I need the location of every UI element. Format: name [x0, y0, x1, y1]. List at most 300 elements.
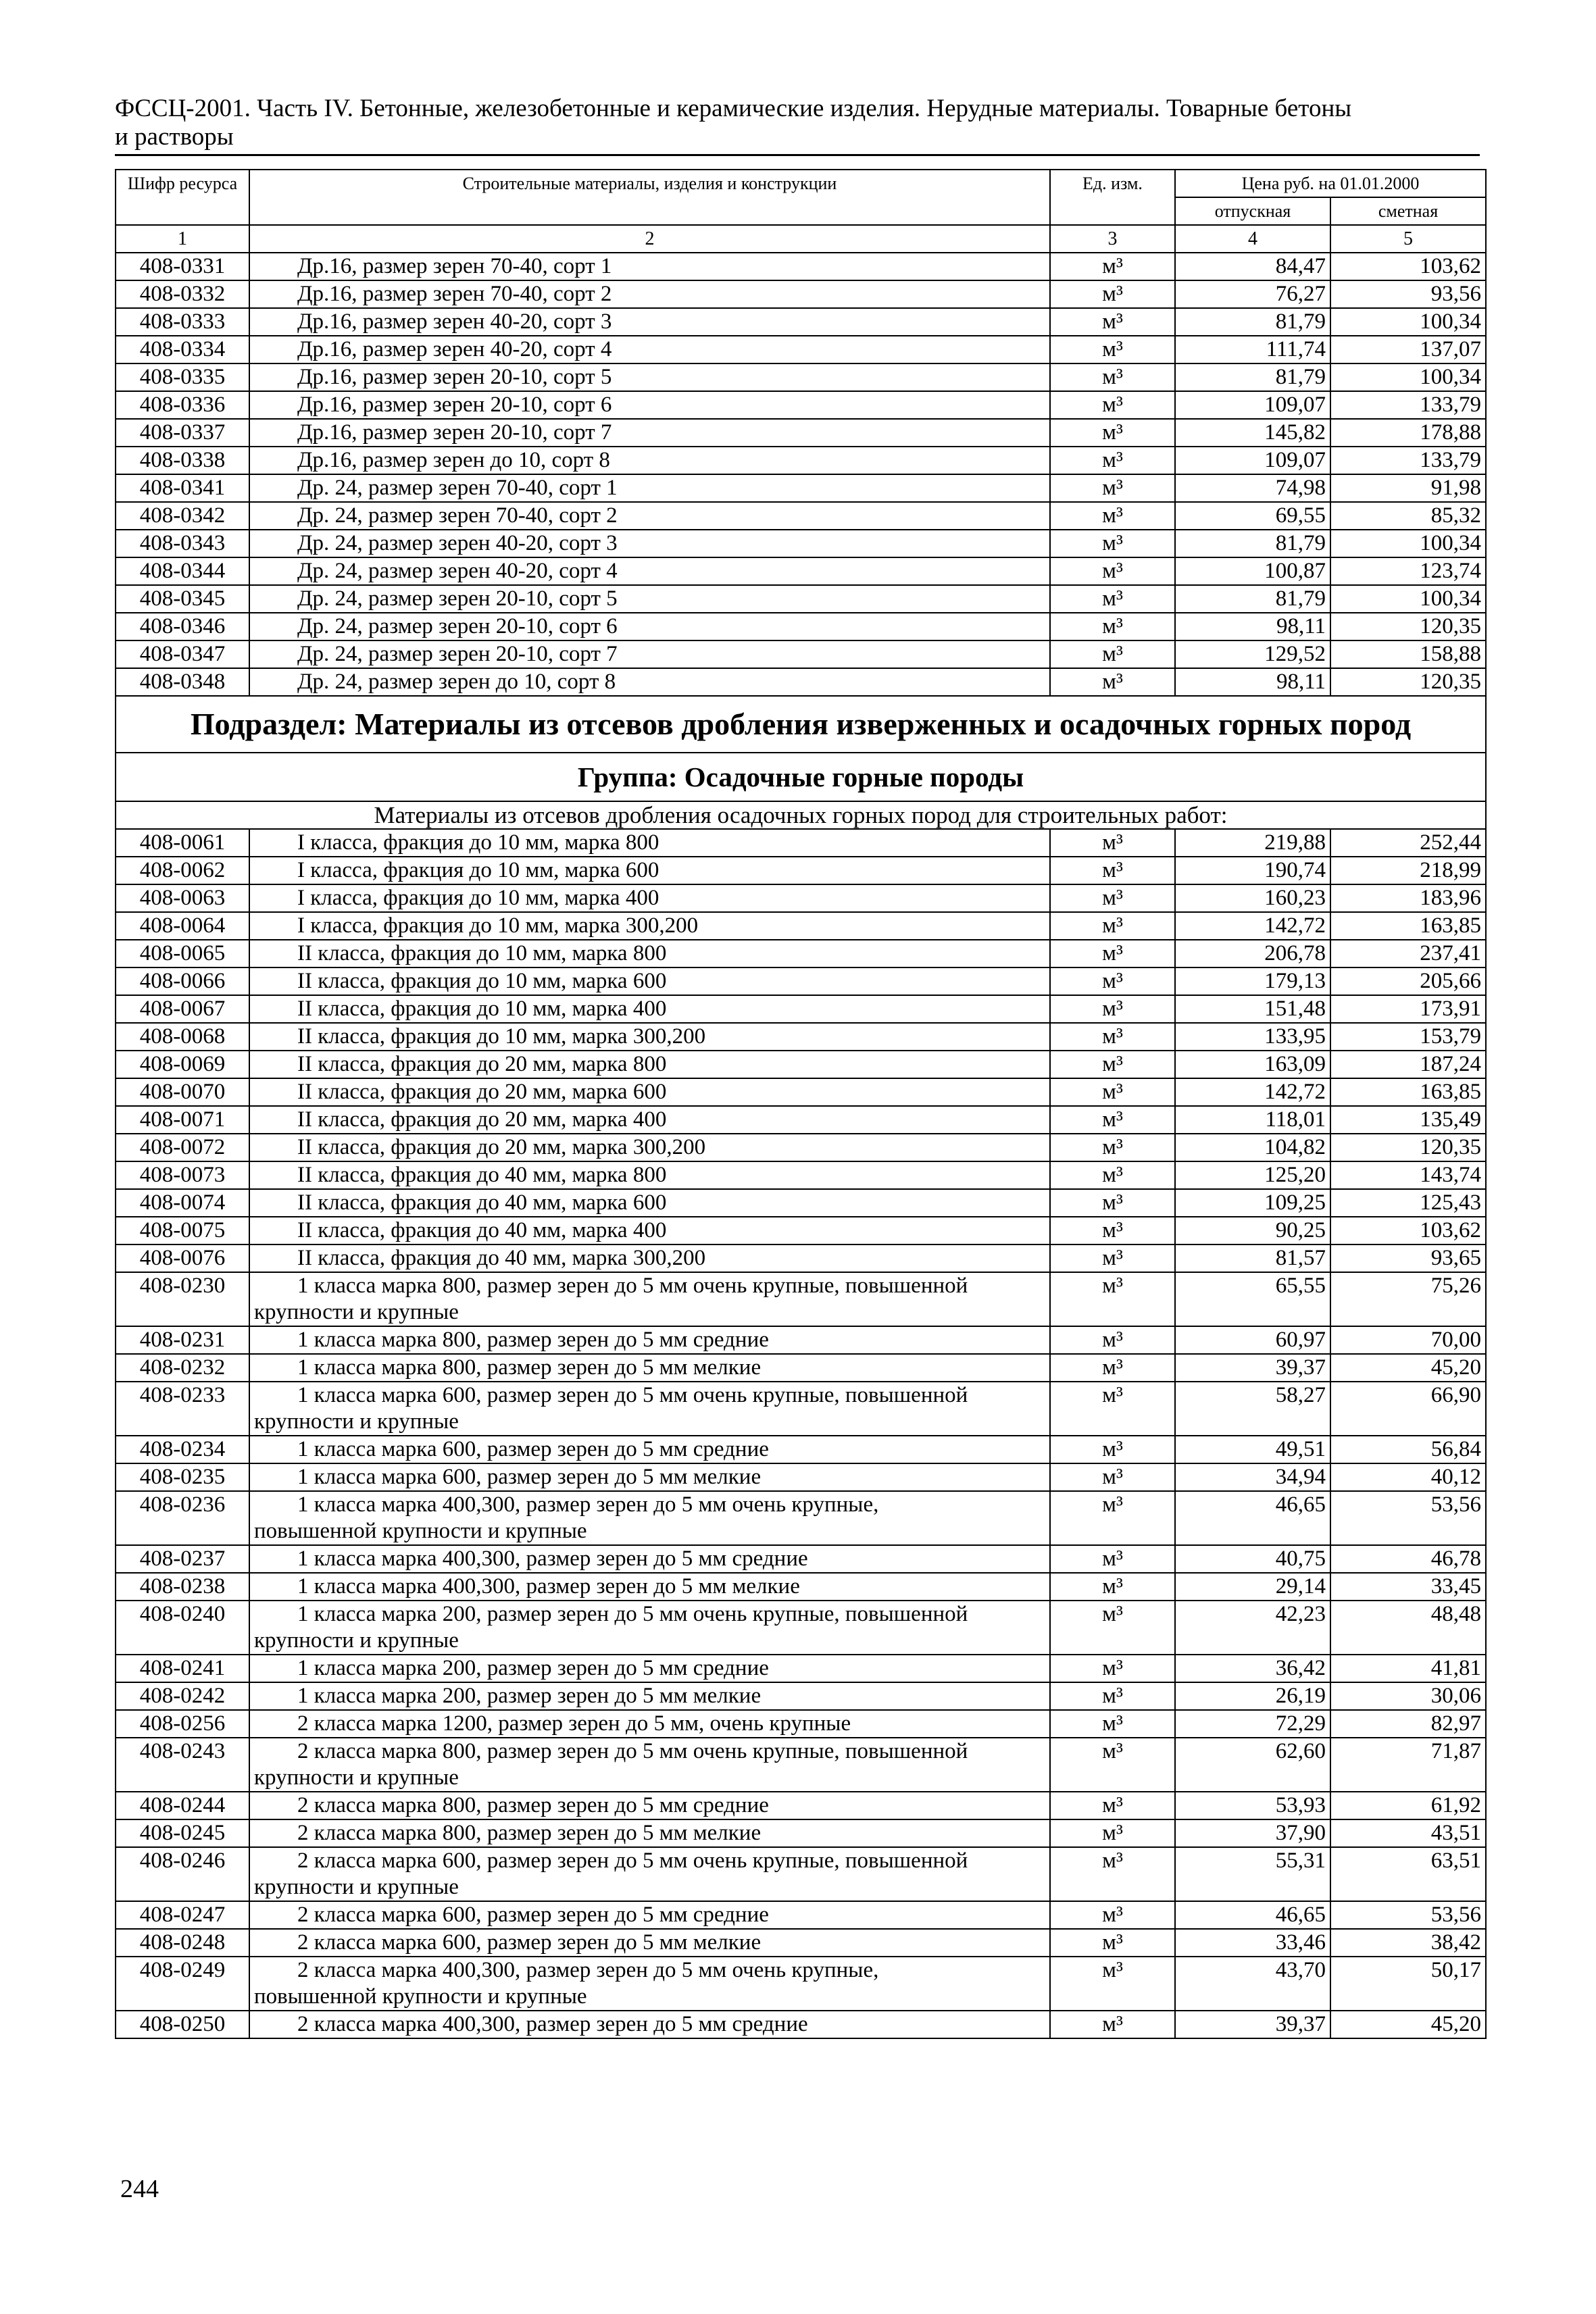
- resource-code: 408-0064: [116, 912, 249, 940]
- material-name: [249, 1847, 1050, 1901]
- material-name: [249, 912, 1050, 940]
- estimate-price: 46,78: [1330, 1545, 1486, 1573]
- resource-code: 408-0338: [116, 447, 249, 474]
- unit-of-measure: м³: [1050, 1354, 1175, 1382]
- resource-code: 408-0073: [116, 1161, 249, 1189]
- estimate-price: 218,99: [1330, 857, 1486, 884]
- table-row: [116, 363, 1486, 391]
- material-name-text: 1 класса марка 200, размер зерен до 5 мм средние: [297, 1656, 769, 1680]
- estimate-price: 205,66: [1330, 967, 1486, 995]
- material-name: [249, 857, 1050, 884]
- resource-code: 408-0343: [116, 530, 249, 557]
- material-name: [249, 363, 1050, 391]
- material-name-text: 1 класса марка 400,300, размер зерен до 5 мм мелкие: [297, 1574, 800, 1599]
- table-row: [116, 1819, 1486, 1847]
- resource-code: 408-0247: [116, 1901, 249, 1929]
- material-name-text: 2 класса марка 400,300, размер зерен до 5 мм средние: [297, 2012, 808, 2036]
- material-name-continuation: крупности и крупные: [254, 1875, 459, 1899]
- release-price: 142,72: [1175, 912, 1330, 940]
- table-row: [116, 940, 1486, 967]
- col-header-unit: Ед. изм.: [1050, 170, 1175, 225]
- estimate-price: 120,35: [1330, 613, 1486, 640]
- material-name: [249, 668, 1050, 696]
- release-price: 125,20: [1175, 1161, 1330, 1189]
- material-name: [249, 1792, 1050, 1819]
- table-row: [116, 1601, 1486, 1655]
- unit-of-measure: м³: [1050, 857, 1175, 884]
- table-row: [116, 640, 1486, 668]
- table-row: [116, 1710, 1486, 1738]
- table-row: [116, 1682, 1486, 1710]
- release-price: 55,31: [1175, 1847, 1330, 1901]
- material-name: [249, 308, 1050, 336]
- estimate-price: 100,34: [1330, 308, 1486, 336]
- table-row: [116, 530, 1486, 557]
- unit-of-measure: м³: [1050, 557, 1175, 585]
- material-name-text: 2 класса марка 600, размер зерен до 5 мм средние: [297, 1903, 769, 1927]
- estimate-price: 91,98: [1330, 474, 1486, 502]
- price-table: [115, 169, 1487, 2039]
- table-row: [116, 2011, 1486, 2038]
- resource-code: 408-0066: [116, 967, 249, 995]
- material-name: [249, 1710, 1050, 1738]
- release-price: 42,23: [1175, 1601, 1330, 1655]
- material-name: [249, 1655, 1050, 1682]
- material-name: [249, 447, 1050, 474]
- col-header-price: Цена руб. на 01.01.2000: [1175, 170, 1486, 197]
- material-name: [249, 391, 1050, 419]
- release-price: 84,47: [1175, 253, 1330, 280]
- col-header-estimate-price: сметная: [1330, 197, 1486, 225]
- table-head: [116, 170, 1486, 253]
- unit-of-measure: м³: [1050, 1957, 1175, 2011]
- release-price: 142,72: [1175, 1078, 1330, 1106]
- estimate-price: 135,49: [1330, 1106, 1486, 1134]
- release-price: 109,07: [1175, 447, 1330, 474]
- unit-of-measure: м³: [1050, 1738, 1175, 1792]
- estimate-price: 183,96: [1330, 884, 1486, 912]
- material-name: [249, 829, 1050, 857]
- estimate-price: 137,07: [1330, 336, 1486, 363]
- release-price: 34,94: [1175, 1463, 1330, 1491]
- estimate-price: 187,24: [1330, 1051, 1486, 1078]
- unit-of-measure: м³: [1050, 1217, 1175, 1244]
- estimate-price: 252,44: [1330, 829, 1486, 857]
- table-row: [116, 967, 1486, 995]
- estimate-price: 163,85: [1330, 912, 1486, 940]
- col-header-name: Строительные материалы, изделия и конструкции: [249, 170, 1050, 225]
- table-row: [116, 1463, 1486, 1491]
- unit-of-measure: м³: [1050, 1545, 1175, 1573]
- estimate-price: 143,74: [1330, 1161, 1486, 1189]
- resource-code: 408-0234: [116, 1436, 249, 1463]
- table-row: [116, 1573, 1486, 1601]
- estimate-price: 45,20: [1330, 2011, 1486, 2038]
- resource-code: 408-0068: [116, 1023, 249, 1051]
- material-name: [249, 1463, 1050, 1491]
- material-name: [249, 1217, 1050, 1244]
- release-price: 81,79: [1175, 363, 1330, 391]
- table-body-a: [116, 253, 1486, 696]
- material-name: [249, 557, 1050, 585]
- page-number: 244: [120, 2175, 159, 2203]
- estimate-price: 93,56: [1330, 280, 1486, 308]
- release-price: 76,27: [1175, 280, 1330, 308]
- release-price: 60,97: [1175, 1326, 1330, 1354]
- material-name: [249, 530, 1050, 557]
- material-name-text: 2 класса марка 1200, размер зерен до 5 мм, очень крупные: [297, 1711, 851, 1736]
- unit-of-measure: м³: [1050, 1682, 1175, 1710]
- release-price: 39,37: [1175, 1354, 1330, 1382]
- material-name-text: Др. 24, размер зерен 20-10, сорт 7: [297, 642, 618, 666]
- header-line-1: ФССЦ-2001. Часть IV. Бетонные, железобетонные и керамические изделия. Нерудные материалы. Товарные бетоны: [115, 95, 1352, 122]
- unit-of-measure: м³: [1050, 1929, 1175, 1957]
- unit-of-measure: м³: [1050, 391, 1175, 419]
- material-name-text: Др.16, размер зерен 20-10, сорт 6: [297, 393, 612, 417]
- header-rule: [115, 154, 1480, 156]
- material-name-text: II класса, фракция до 20 мм, марка 400: [297, 1107, 667, 1132]
- table-row: [116, 391, 1486, 419]
- table-row: [116, 557, 1486, 585]
- release-price: 109,07: [1175, 391, 1330, 419]
- release-price: 133,95: [1175, 1023, 1330, 1051]
- material-name-text: I класса, фракция до 10 мм, марка 400: [297, 886, 659, 910]
- subsection-heading: Подраздел: Материалы из отсевов дробления изверженных и осадочных горных пород: [116, 696, 1486, 753]
- estimate-price: 133,79: [1330, 391, 1486, 419]
- table-row: [116, 419, 1486, 447]
- material-name-text: Др. 24, размер зерен до 10, сорт 8: [297, 670, 616, 694]
- estimate-price: 158,88: [1330, 640, 1486, 668]
- unit-of-measure: м³: [1050, 2011, 1175, 2038]
- estimate-price: 82,97: [1330, 1710, 1486, 1738]
- material-name-text: 1 класса марка 600, размер зерен до 5 мм очень крупные, повышенной: [297, 1383, 968, 1407]
- material-name: [249, 1491, 1050, 1545]
- page-header: [115, 95, 1480, 151]
- release-price: 111,74: [1175, 336, 1330, 363]
- resource-code: 408-0074: [116, 1189, 249, 1217]
- material-name: [249, 1354, 1050, 1382]
- unit-of-measure: м³: [1050, 280, 1175, 308]
- unit-of-measure: м³: [1050, 1134, 1175, 1161]
- material-name: [249, 1601, 1050, 1655]
- material-name: [249, 884, 1050, 912]
- unit-of-measure: м³: [1050, 1819, 1175, 1847]
- estimate-price: 153,79: [1330, 1023, 1486, 1051]
- group-heading: Группа: Осадочные горные породы: [116, 753, 1486, 801]
- material-name-text: Др. 24, размер зерен 40-20, сорт 4: [297, 559, 618, 583]
- release-price: 219,88: [1175, 829, 1330, 857]
- unit-of-measure: м³: [1050, 1244, 1175, 1272]
- material-name-continuation: повышенной крупности и крупные: [254, 1519, 587, 1543]
- unit-of-measure: м³: [1050, 1901, 1175, 1929]
- unit-of-measure: м³: [1050, 419, 1175, 447]
- unit-of-measure: м³: [1050, 308, 1175, 336]
- material-name-text: Др.16, размер зерен 70-40, сорт 2: [297, 282, 612, 306]
- material-name-text: II класса, фракция до 40 мм, марка 400: [297, 1218, 667, 1242]
- material-name-text: Др.16, размер зерен до 10, сорт 8: [297, 448, 610, 472]
- estimate-price: 63,51: [1330, 1847, 1486, 1901]
- material-name: [249, 1326, 1050, 1354]
- resource-code: 408-0069: [116, 1051, 249, 1078]
- col-number: 5: [1330, 225, 1486, 253]
- table-row: [116, 1354, 1486, 1382]
- material-name: [249, 474, 1050, 502]
- material-name-text: 1 класса марка 800, размер зерен до 5 мм очень крупные, повышенной: [297, 1274, 968, 1298]
- release-price: 39,37: [1175, 2011, 1330, 2038]
- resource-code: 408-0230: [116, 1272, 249, 1326]
- table-row: [116, 1161, 1486, 1189]
- resource-code: 408-0334: [116, 336, 249, 363]
- unit-of-measure: м³: [1050, 1272, 1175, 1326]
- estimate-price: 45,20: [1330, 1354, 1486, 1382]
- material-name-text: II класса, фракция до 40 мм, марка 600: [297, 1190, 667, 1215]
- release-price: 81,57: [1175, 1244, 1330, 1272]
- material-name: [249, 1957, 1050, 2011]
- estimate-price: 40,12: [1330, 1463, 1486, 1491]
- release-price: 46,65: [1175, 1901, 1330, 1929]
- material-name-text: 2 класса марка 800, размер зерен до 5 мм очень крупные, повышенной: [297, 1739, 968, 1763]
- release-price: 36,42: [1175, 1655, 1330, 1682]
- material-name-text: Др. 24, размер зерен 20-10, сорт 5: [297, 586, 618, 611]
- resource-code: 408-0070: [116, 1078, 249, 1106]
- release-price: 118,01: [1175, 1106, 1330, 1134]
- resource-code: 408-0248: [116, 1929, 249, 1957]
- estimate-price: 123,74: [1330, 557, 1486, 585]
- estimate-price: 93,65: [1330, 1244, 1486, 1272]
- estimate-price: 56,84: [1330, 1436, 1486, 1463]
- material-name-text: I класса, фракция до 10 мм, марка 600: [297, 858, 659, 882]
- release-price: 179,13: [1175, 967, 1330, 995]
- release-price: 46,65: [1175, 1491, 1330, 1545]
- col-number: 2: [249, 225, 1050, 253]
- material-name: [249, 1573, 1050, 1601]
- unit-of-measure: м³: [1050, 363, 1175, 391]
- material-name-text: II класса, фракция до 20 мм, марка 600: [297, 1080, 667, 1104]
- resource-code: 408-0067: [116, 995, 249, 1023]
- material-name-text: Др. 24, размер зерен 40-20, сорт 3: [297, 531, 618, 555]
- table-row: [116, 1847, 1486, 1901]
- estimate-price: 50,17: [1330, 1957, 1486, 2011]
- material-name-text: 2 класса марка 800, размер зерен до 5 мм мелкие: [297, 1821, 762, 1845]
- unit-of-measure: м³: [1050, 912, 1175, 940]
- release-price: 74,98: [1175, 474, 1330, 502]
- material-name-text: II класса, фракция до 10 мм, марка 300,200: [297, 1024, 706, 1049]
- material-name-text: II класса, фракция до 40 мм, марка 800: [297, 1163, 667, 1187]
- resource-code: 408-0345: [116, 585, 249, 613]
- resource-code: 408-0337: [116, 419, 249, 447]
- material-name-text: Др. 24, размер зерен 20-10, сорт 6: [297, 614, 618, 638]
- estimate-price: 53,56: [1330, 1491, 1486, 1545]
- table-row: [116, 1189, 1486, 1217]
- release-price: 43,70: [1175, 1957, 1330, 2011]
- resource-code: 408-0063: [116, 884, 249, 912]
- estimate-price: 173,91: [1330, 995, 1486, 1023]
- material-name-continuation: крупности и крупные: [254, 1765, 459, 1790]
- material-name: [249, 1272, 1050, 1326]
- material-name: [249, 419, 1050, 447]
- resource-code: 408-0348: [116, 668, 249, 696]
- resource-code: 408-0237: [116, 1545, 249, 1573]
- material-name-text: I класса, фракция до 10 мм, марка 800: [297, 830, 659, 855]
- material-name-text: Др.16, размер зерен 40-20, сорт 4: [297, 337, 612, 361]
- release-price: 65,55: [1175, 1272, 1330, 1326]
- table-row: [116, 829, 1486, 857]
- resource-code: 408-0336: [116, 391, 249, 419]
- resource-code: 408-0236: [116, 1491, 249, 1545]
- table-row: [116, 1436, 1486, 1463]
- unit-of-measure: м³: [1050, 530, 1175, 557]
- unit-of-measure: м³: [1050, 1326, 1175, 1354]
- table-row: [116, 857, 1486, 884]
- table-row: [116, 1078, 1486, 1106]
- release-price: 26,19: [1175, 1682, 1330, 1710]
- release-price: 72,29: [1175, 1710, 1330, 1738]
- estimate-price: 133,79: [1330, 447, 1486, 474]
- release-price: 151,48: [1175, 995, 1330, 1023]
- resource-code: 408-0240: [116, 1601, 249, 1655]
- estimate-price: 85,32: [1330, 502, 1486, 530]
- unit-of-measure: м³: [1050, 1463, 1175, 1491]
- material-name: [249, 336, 1050, 363]
- table-row: [116, 447, 1486, 474]
- estimate-price: 120,35: [1330, 1134, 1486, 1161]
- resource-code: 408-0256: [116, 1710, 249, 1738]
- resource-code: 408-0245: [116, 1819, 249, 1847]
- unit-of-measure: м³: [1050, 336, 1175, 363]
- material-name: [249, 1134, 1050, 1161]
- table-row: [116, 1134, 1486, 1161]
- release-price: 58,27: [1175, 1382, 1330, 1436]
- table-row: [116, 585, 1486, 613]
- resource-code: 408-0344: [116, 557, 249, 585]
- release-price: 163,09: [1175, 1051, 1330, 1078]
- release-price: 190,74: [1175, 857, 1330, 884]
- table-row: [116, 1901, 1486, 1929]
- estimate-price: 30,06: [1330, 1682, 1486, 1710]
- unit-of-measure: м³: [1050, 640, 1175, 668]
- material-name-text: 1 класса марка 600, размер зерен до 5 мм мелкие: [297, 1465, 762, 1489]
- estimate-price: 125,43: [1330, 1189, 1486, 1217]
- material-name-text: 2 класса марка 600, размер зерен до 5 мм мелкие: [297, 1930, 762, 1955]
- table-row: [116, 1217, 1486, 1244]
- release-price: 129,52: [1175, 640, 1330, 668]
- material-name: [249, 1819, 1050, 1847]
- resource-code: 408-0233: [116, 1382, 249, 1436]
- unit-of-measure: м³: [1050, 1382, 1175, 1436]
- material-name-text: 1 класса марка 800, размер зерен до 5 мм мелкие: [297, 1355, 762, 1380]
- material-name: [249, 1023, 1050, 1051]
- resource-code: 408-0238: [116, 1573, 249, 1601]
- release-price: 69,55: [1175, 502, 1330, 530]
- release-price: 81,79: [1175, 530, 1330, 557]
- material-name-text: Др.16, размер зерен 40-20, сорт 3: [297, 309, 612, 334]
- table-row: [116, 1106, 1486, 1134]
- table-row: [116, 613, 1486, 640]
- unit-of-measure: м³: [1050, 884, 1175, 912]
- material-name: [249, 1189, 1050, 1217]
- material-name-text: 2 класса марка 600, размер зерен до 5 мм очень крупные, повышенной: [297, 1848, 968, 1873]
- material-name: [249, 253, 1050, 280]
- resource-code: 408-0071: [116, 1106, 249, 1134]
- unit-of-measure: м³: [1050, 995, 1175, 1023]
- release-price: 33,46: [1175, 1929, 1330, 1957]
- unit-of-measure: м³: [1050, 447, 1175, 474]
- table-row: [116, 1929, 1486, 1957]
- resource-code: 408-0075: [116, 1217, 249, 1244]
- estimate-price: 66,90: [1330, 1382, 1486, 1436]
- release-price: 104,82: [1175, 1134, 1330, 1161]
- table-row: [116, 995, 1486, 1023]
- material-name: [249, 1436, 1050, 1463]
- release-price: 98,11: [1175, 668, 1330, 696]
- release-price: 160,23: [1175, 884, 1330, 912]
- release-price: 40,75: [1175, 1545, 1330, 1573]
- estimate-price: 100,34: [1330, 530, 1486, 557]
- material-name-text: II класса, фракция до 20 мм, марка 800: [297, 1052, 667, 1076]
- unit-of-measure: м³: [1050, 1023, 1175, 1051]
- unit-of-measure: м³: [1050, 829, 1175, 857]
- material-name-text: 1 класса марка 800, размер зерен до 5 мм средние: [297, 1328, 769, 1352]
- estimate-price: 178,88: [1330, 419, 1486, 447]
- unit-of-measure: м³: [1050, 967, 1175, 995]
- material-name: [249, 1682, 1050, 1710]
- material-name: [249, 613, 1050, 640]
- resource-code: 408-0331: [116, 253, 249, 280]
- resource-code: 408-0065: [116, 940, 249, 967]
- resource-code: 408-0246: [116, 1847, 249, 1901]
- release-price: 90,25: [1175, 1217, 1330, 1244]
- material-name-text: 1 класса марка 400,300, размер зерен до 5 мм средние: [297, 1546, 808, 1571]
- material-name-text: II класса, фракция до 10 мм, марка 600: [297, 969, 667, 993]
- table-row: [116, 668, 1486, 696]
- material-name: [249, 1929, 1050, 1957]
- table-row: [116, 1244, 1486, 1272]
- material-name: [249, 1161, 1050, 1189]
- resource-code: 408-0072: [116, 1134, 249, 1161]
- unit-of-measure: м³: [1050, 502, 1175, 530]
- table-row: [116, 1491, 1486, 1545]
- unit-of-measure: м³: [1050, 585, 1175, 613]
- material-name: [249, 1051, 1050, 1078]
- table-row: [116, 1023, 1486, 1051]
- col-header-release-price: отпускная: [1175, 197, 1330, 225]
- estimate-price: 70,00: [1330, 1326, 1486, 1354]
- estimate-price: 43,51: [1330, 1819, 1486, 1847]
- table-row: [116, 1051, 1486, 1078]
- material-name-text: Др. 24, размер зерен 70-40, сорт 2: [297, 503, 618, 528]
- unit-of-measure: м³: [1050, 1436, 1175, 1463]
- unit-of-measure: м³: [1050, 1655, 1175, 1682]
- material-name-text: 2 класса марка 400,300, размер зерен до 5 мм очень крупные,: [297, 1958, 879, 1982]
- unit-of-measure: м³: [1050, 613, 1175, 640]
- estimate-price: 163,85: [1330, 1078, 1486, 1106]
- material-name-continuation: повышенной крупности и крупные: [254, 1984, 587, 2009]
- material-name-text: Др. 24, размер зерен 70-40, сорт 1: [297, 476, 618, 500]
- release-price: 81,79: [1175, 585, 1330, 613]
- estimate-price: 41,81: [1330, 1655, 1486, 1682]
- unit-of-measure: м³: [1050, 1710, 1175, 1738]
- resource-code: 408-0250: [116, 2011, 249, 2038]
- col-number: 1: [116, 225, 249, 253]
- resource-code: 408-0346: [116, 613, 249, 640]
- table-row: [116, 280, 1486, 308]
- material-name: [249, 995, 1050, 1023]
- unit-of-measure: м³: [1050, 1189, 1175, 1217]
- release-price: 53,93: [1175, 1792, 1330, 1819]
- table-row: [116, 912, 1486, 940]
- estimate-price: 61,92: [1330, 1792, 1486, 1819]
- table-row: [116, 1792, 1486, 1819]
